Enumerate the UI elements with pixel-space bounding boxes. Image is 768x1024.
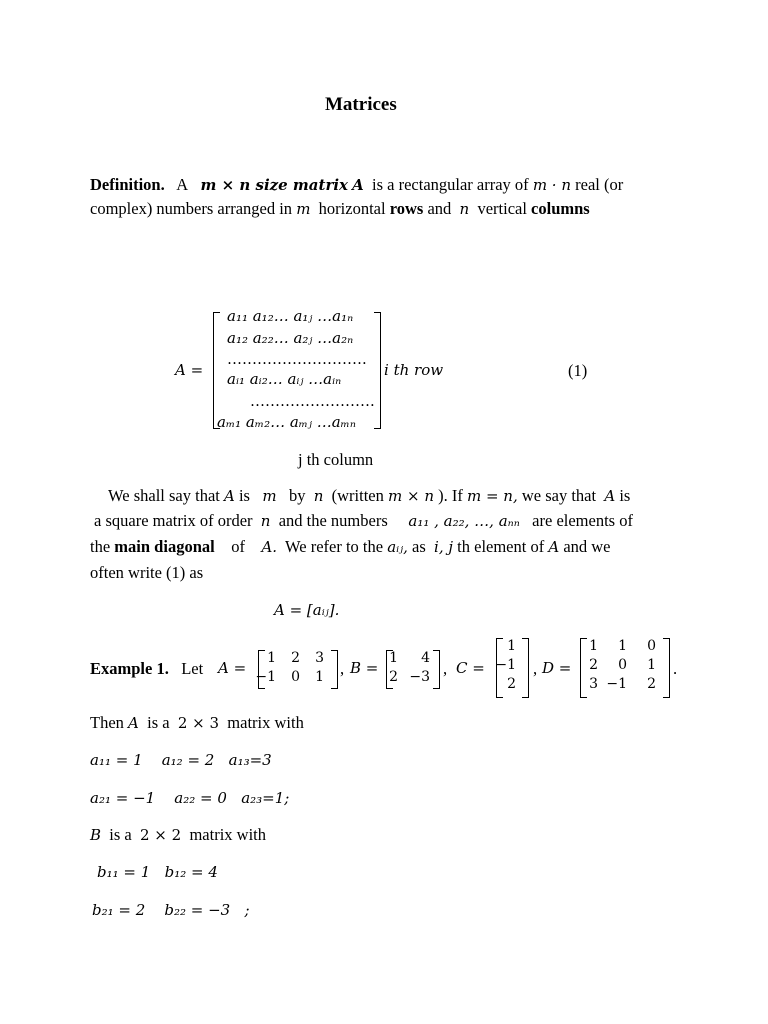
matrix-D-lhs: D = [542,659,572,677]
text: is a rectangular array of [372,175,529,194]
matrix-size-term: m × n size matrix [200,176,348,194]
right-bracket [522,638,529,698]
left-bracket [213,312,220,429]
text: by [288,486,306,505]
matrix-row: a₁₂ a₂₂… a₂ⱼ …a₂ₙ [227,329,354,347]
separator: , [340,659,345,678]
math-A: A [352,176,364,194]
math-n: n [313,487,324,505]
matrix-B-cell: 4 [421,650,430,666]
text: are elements of [532,511,633,530]
matrix-C-lhs: C = [456,659,485,677]
text: a square matrix of order [94,511,253,530]
definition-line-2 [90,199,590,219]
text: matrix with [227,713,304,732]
matrix-C-cell: 1 [507,638,516,654]
entry-b11: b₁₁ = 1 [97,863,151,881]
matrix-A-cell: −1 [255,669,276,685]
matrix-B-lhs: B = [350,659,379,677]
text: complex) numbers arranged in [90,199,293,218]
matrix-A-cell: 2 [291,650,300,666]
math-A: A. [261,538,278,556]
text: of [231,537,245,556]
text: Then [90,713,124,732]
matrix-row: a₁₁ a₁₂… a₁ⱼ …a₁ₙ [227,307,354,325]
matrix-A-cell: 3 [315,650,324,666]
text: real (or [575,175,624,194]
paragraph-line-4: often write (1) as [90,563,204,582]
text: A [176,175,189,194]
then-line-4 [90,825,266,845]
matrix-lhs: A = [175,361,204,379]
text: ; [244,901,250,919]
math-A: A [604,487,616,505]
period: . [673,659,678,678]
then-line-6 [92,901,250,919]
matrix-A-cell: 1 [315,669,324,685]
matrix-D-cell: 1 [647,657,656,673]
matrix-row: aₘ₁ aₘ₂… aₘⱼ …aₘₙ [217,413,356,431]
matrix-D-cell: 2 [589,657,598,673]
equation-number: (1) [568,361,588,380]
paragraph-line-3 [90,537,611,557]
paragraph-line-1 [108,486,630,506]
separator: , [443,659,448,678]
right-bracket [663,638,670,698]
text: and we [563,537,611,556]
text: matrix with [189,825,266,844]
text: the [90,537,111,556]
right-bracket [374,312,381,429]
matrix-A-lhs: A = [218,659,247,677]
text: horizontal [318,199,386,218]
math-mn: m × n [387,487,434,505]
term-columns: columns [531,199,590,218]
math-mn: m · n [532,176,572,194]
right-bracket [433,650,440,689]
math-m: m [296,200,311,218]
matrix-C-cell: −1 [495,657,516,673]
matrix-row: ……………………. [250,392,375,410]
entry-a12: a₁₂ = 2 [161,751,215,769]
math-diagonal: a₁₁ , a₂₂, …, aₙₙ [408,512,520,530]
right-bracket [331,650,338,689]
row-label: i th row [384,361,444,379]
definition-label: Definition. [90,175,165,194]
text: is [238,486,250,505]
math-ij: i, j [434,538,454,556]
text: We shall say that [108,486,220,505]
text: Let [181,659,204,678]
matrix-D-cell: 2 [647,676,656,692]
math-n: n [260,512,271,530]
page-title: Matrices [325,94,397,115]
entry-a13: a₁₃=3 [228,751,272,769]
entry-a23: a₂₃=1; [241,789,290,807]
matrix-row: aᵢ₁ aᵢ₂… aᵢⱼ …aᵢₙ [227,370,342,388]
math-n: n [459,200,470,218]
math-B: B [90,826,102,844]
entry-a11: a₁₁ = 1 [90,751,143,769]
matrix-C-cell: 2 [507,676,516,692]
math-m: m [262,487,277,505]
then-line-2 [90,751,272,769]
math-A: A [223,487,235,505]
text: vertical [477,199,527,218]
term-rows: rows [389,199,424,218]
matrix-D-cell: 1 [618,638,627,654]
definition-line-1 [90,175,623,195]
text: and [427,199,452,218]
math-equality: m = n, [466,487,518,505]
math-A: A [548,538,560,556]
column-label: j th column [298,450,374,469]
then-line-1 [90,713,304,733]
matrix-D-cell: 0 [618,657,627,673]
text: is a [109,825,132,844]
matrix-D-cell: 3 [589,676,598,692]
text: (written [331,486,384,505]
text: as [412,537,426,556]
matrix-A-cell: 1 [267,650,276,666]
math-dimension: 2 × 3 [177,714,220,732]
text: we say that [521,486,597,505]
math-aij: aᵢⱼ, [387,538,408,556]
matrix-B-cell: −3 [409,669,430,685]
text: We refer to the [285,537,384,556]
entry-a22: a₂₂ = 0 [174,789,227,807]
math-dimension: 2 × 2 [140,826,182,844]
matrix-row: ………………………. [227,350,367,368]
entry-b22: b₂₂ = −3 [164,901,231,919]
math-A: A [128,714,139,732]
then-line-3 [90,789,289,807]
compact-notation: A = [aᵢⱼ]. [274,601,340,619]
matrix-D-cell: −1 [606,676,627,692]
matrix-D-cell: 0 [647,638,656,654]
matrix-A-cell: 0 [291,669,300,685]
text: and the numbers [278,511,388,530]
then-line-5 [97,863,218,881]
example-label-line [90,659,203,679]
term-main-diagonal: main diagonal [114,537,215,556]
matrix-B-cell: 1 [389,650,398,666]
example-label: Example 1. [90,659,169,678]
entry-a21: a₂₁ = −1 [90,789,156,807]
text: is a [147,713,170,732]
paragraph-line-2 [94,511,633,531]
text: ). If [438,486,463,505]
text: is [619,486,631,505]
separator: , [533,659,538,678]
matrix-B-cell: 2 [389,669,398,685]
text: th element of [457,537,545,556]
matrix-D-cell: 1 [589,638,598,654]
entry-b12: b₁₂ = 4 [164,863,218,881]
entry-b21: b₂₁ = 2 [92,901,146,919]
